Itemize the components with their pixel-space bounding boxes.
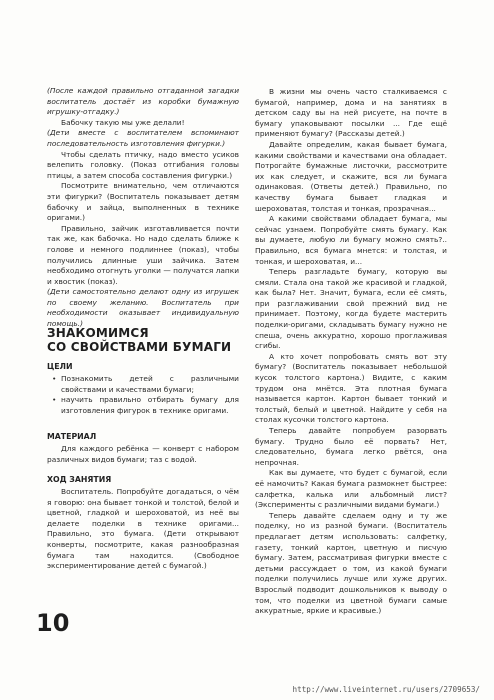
paragraph: В жизни мы очень часто сталкиваемся с бумагой, например, дома и на занятиях в детском саду вы на ней рисуете, на почте в бумагу упаковывают посылки ... Где ещё применяют бумагу? (Рассказы детей.)	[255, 87, 447, 139]
paragraph: Как вы думаете, что будет с бумагой, если её намочить? Какая бумага размокнет быстрее: салфетка, калька или альбомный лист? (Эксперименты с различными видами бумаги.)	[255, 468, 447, 510]
paragraph: Давайте определим, какая бывает бумага, какими свойствами и качествами она обладает. Потрогайте бумажные листочки, рассмотрите их как следует, и скажите, вся ли бумага одинаковая. (Ответы детей.) Правильно, по качеству бумага бывает гладкая и шероховатая, толстая и тонкая, прозрачная...	[255, 139, 447, 213]
paragraph: Теперь давайте сделаем одну и ту же поделку, но из разной бумаги. (Воспитатель предлагает детям использовать: салфетку, газету, тонкий картон, цветную и писчую бумагу. Затем, рассматривая фигурки вместе с детьми рассуждает о том, из какой бумаги поделки получились лучше или хуже других. Взрослый подводит дошкольников к выводу о том, что поделки из цветной бумаги самые аккуратные, яркие и красивые.)	[255, 510, 447, 616]
paragraph: А кто хочет попробовать смять вот эту бумагу? (Воспитатель показывает небольшой кусок толстого картона.) Видите, с каким трудом она мнётся. Эта плотная бумага называется картон. Картон бывает тонкий и толстый, белый и цветной. Найдите у себя на столах кусочки толстого картона.	[255, 351, 447, 425]
paragraph: (Дети вместе с воспитателем вспоминают последовательность изготовления фигурки.)	[47, 128, 239, 148]
lesson-text	[47, 487, 239, 572]
paragraph: Чтобы сделать птичку, надо вместо усиков велепить головку. (Показ отгибания головы птицы, а затем способа составления фигурки.)	[47, 149, 239, 180]
paragraph: Теперь разгладьте бумагу, которую вы смяли. Стала она такой же красивой и гладкой, как была? Нет. Значит, бумага, если её смять, при разглаживании свой прежний вид не принимает. Поэтому, когда будете мастерить поделки-оригами, складывать бумагу нужно не спеша, очень аккуратно, хорошо проглаживая сгибы.	[255, 267, 447, 351]
goals-list	[47, 374, 239, 416]
page-number: 10	[36, 609, 70, 637]
paragraph: Воспитатель. Попробуйте догадаться, о чём я говорю: она бывает тонкой и толстой, белой и цветной, гладкой и шероховатой, из неё вы делаете поделки в технике оригами... Правильно, это бумага. (Дети открывают конверты, посмотрите, какая разнообразная бумага там находится. (Свободное экспериментирование детей с бумагой.)	[47, 487, 239, 571]
material-heading: МАТЕРИАЛ	[47, 432, 97, 441]
section-title	[47, 326, 239, 354]
paragraph: (После каждой правильно отгаданной загадки воспитатель достаёт из коробки бумажную игрушку-отгадку.)	[47, 86, 239, 117]
material-text	[47, 444, 239, 465]
paragraph: Правильно, зайчик изготавливается почти так же, как бабочка. Но надо сделать ближе к голове и немного подлиннее (показ), чтобы получились длинные уши зайчика. Затем необходимо отогнуть уголки — получатся лапки и хвостик (показ).	[47, 223, 239, 286]
section-title-line2: СО СВОЙСТВАМИ БУМАГИ	[47, 340, 232, 354]
right-column	[255, 87, 447, 617]
paragraph: Теперь давайте попробуем разорвать бумагу. Трудно было её порвать? Нет, следовательно, бумага легко рвётся, она непрочная.	[255, 426, 447, 467]
left-column-top	[47, 86, 239, 330]
material-paragraph: Для каждого ребёнка — конверт с набором различных видов бумаги; таз с водой.	[47, 444, 239, 464]
paragraph: (Дети самостоятельно делают одну из игрушек по своему желанию. Воспитатель при необходимости оказывает индивидуальную помощь.)	[47, 287, 239, 329]
lesson-heading: ХОД ЗАНЯТИЯ	[47, 475, 112, 484]
goals-heading: ЦЕЛИ	[47, 362, 73, 371]
paragraph: Посмотрите внимательно, чем отличаются эти фигурки? (Воспитатель показывает детям бабочку и зайца, выполненных в технике оригами.)	[47, 181, 239, 223]
section-title-line1: ЗНАКОМИМСЯ	[47, 326, 149, 340]
watermark-url: http://www.liveinternet.ru/users/2709653/	[292, 685, 480, 695]
paragraph: А какими свойствами обладает бумага, мы сейчас узнаем. Попробуйте смять бумагу. Как вы думаете, любую ли бумагу можно смять?.. Правильно, вся бумага мнется: и толстая, и тонкая, и шероховатая, и...	[255, 214, 447, 266]
paragraph: Бабочку такую мы уже делали!	[61, 117, 185, 127]
goal-item: • Познакомить детей с различными свойствами и качествами бумаги;	[47, 374, 239, 395]
goal-item: • научить правильно отбирать бумагу для изготовления фигурок в технике оригами.	[47, 395, 239, 416]
